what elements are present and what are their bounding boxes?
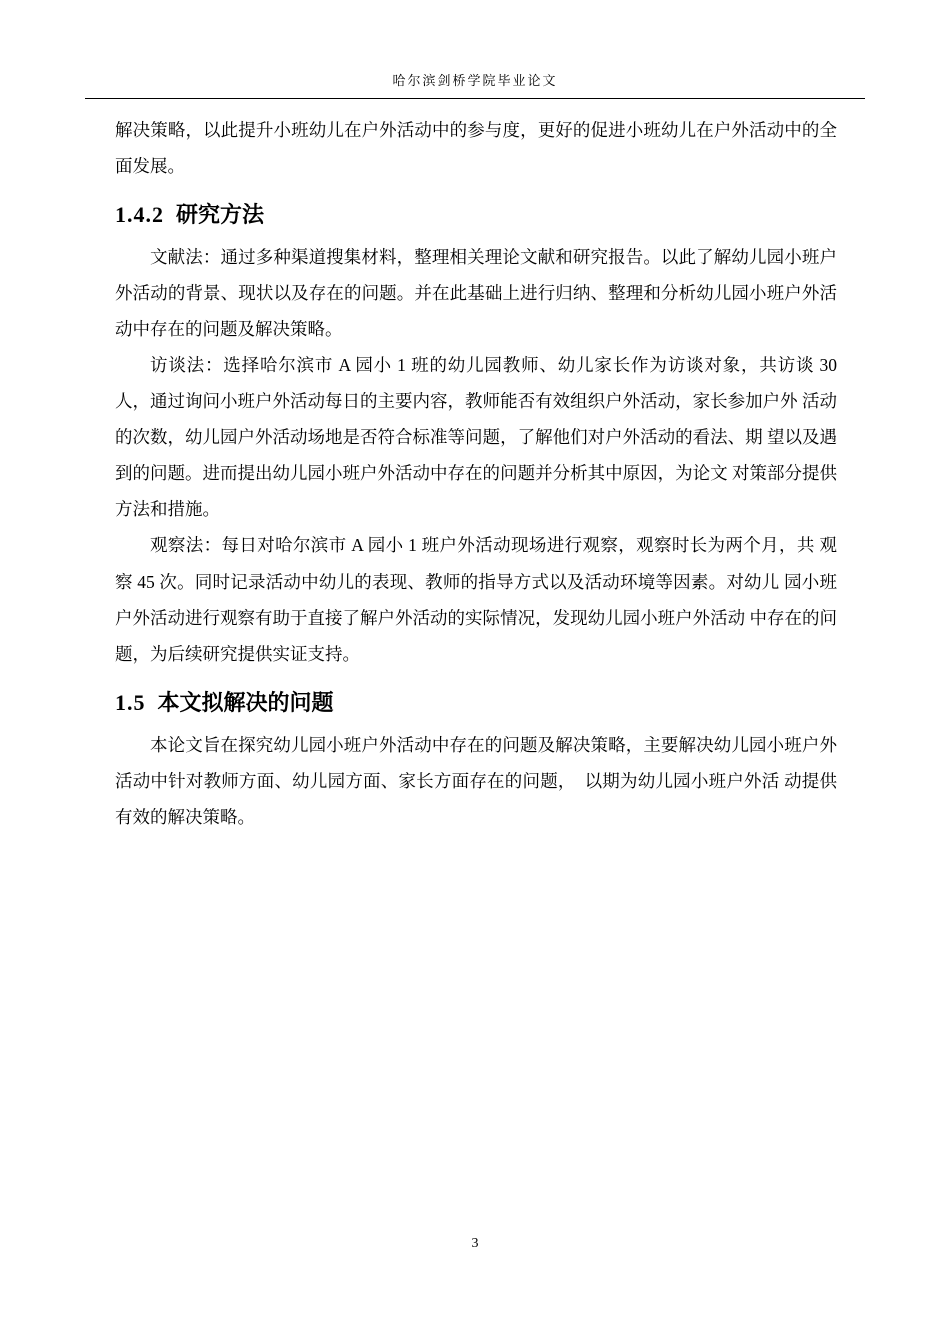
paragraph-problems-to-solve: 本论文旨在探究幼儿园小班户外活动中存在的问题及解决策略，主要解决幼儿园小班户外活动中针对教师方面、幼儿园方面、家长方面存在的问题， 以期为幼儿园小班户外活 动提供有效的解决策略。 [115, 734, 837, 827]
paragraph-observation-method: 观察法：每日对哈尔滨市 A 园小 1 班户外活动现场进行观察，观察时长为两个月，共 观察 45 次。同时记录活动中幼儿的表现、教师的指导方式以及活动环境等因素。对幼儿 园小班户外活动进行观察有助于直接了解户外活动的实际情况，发现幼儿园小班户外活动 中存在的问题，为后续研究提供实证支持。 [115, 535, 837, 664]
heading-title: 研究方法 [176, 202, 265, 228]
page-number: 3 [471, 1236, 479, 1251]
paragraph-interview-method: 访谈法：选择哈尔滨市 A 园小 1 班的幼儿园教师、幼儿家长作为访谈对象，共访谈 30 人，通过询问小班户外活动每日的主要内容，教师能否有效组织户外活动，家长参加户外 活动的次数，幼儿园户外活动场地是否符合标准等问题，了解他们对户外活动的看法、期 望以及遇到的问题。进而提出幼儿园小班户外活动中存在的问题并分析其中原因，为论文 对策部分提供方法和措施。 [115, 355, 837, 520]
heading-title: 本文拟解决的问题 [157, 689, 334, 715]
section-heading-15 [115, 686, 837, 719]
paragraph-literature-method: 文献法：通过多种渠道搜集材料，整理相关理论文献和研究报告。以此了解幼儿园小班户外活动的背景、现状以及存在的问题。并在此基础上进行归纳、整理和分析幼儿园小班户外活动中存在的问题及解决策略。 [115, 247, 837, 340]
running-head: 哈尔滨剑桥学院毕业论文 [392, 73, 558, 88]
heading-number: 1.4.2 [115, 202, 164, 228]
heading-number: 1.5 [115, 689, 146, 715]
section-heading-142 [115, 198, 837, 231]
page-content [115, 112, 837, 835]
intro-paragraph: 解决策略，以此提升小班幼儿在户外活动中的参与度，更好的促进小班幼儿在户外活动中的全面发展。 [115, 120, 837, 177]
page-header [85, 70, 865, 99]
